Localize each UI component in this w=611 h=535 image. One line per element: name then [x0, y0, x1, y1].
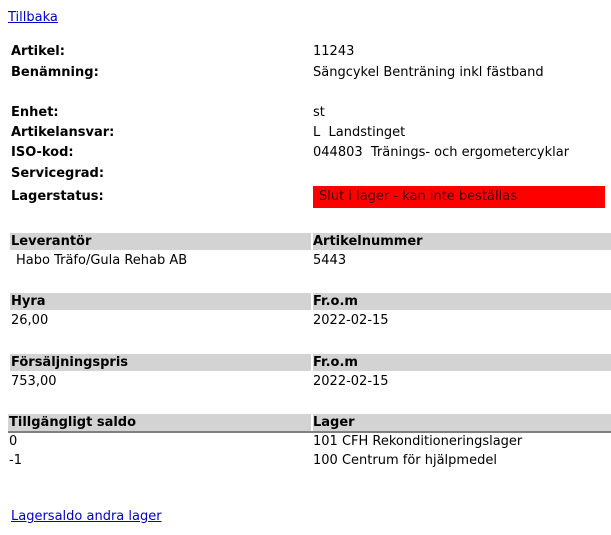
- sale-price-header: [10, 354, 611, 371]
- rent-from-column-header: Fr.o.m: [313, 294, 358, 309]
- stock-warehouse-row-1: 101 CFH Rekonditioneringslager: [313, 434, 523, 449]
- supplier-article-number: 5443: [313, 253, 347, 268]
- unit-label: Enhet:: [11, 105, 59, 120]
- stock-status-label: Lagerstatus:: [11, 189, 104, 204]
- stock-status-badge: Slut i lager - kan inte beställas: [313, 186, 605, 208]
- iso-code-label: ISO-kod:: [11, 145, 74, 160]
- back-link[interactable]: Tillbaka: [8, 10, 58, 25]
- service-level-label: Servicegrad:: [11, 166, 105, 181]
- iso-code-value: 044803 Tränings- och ergometercyklar: [313, 145, 570, 160]
- rent-header: [10, 293, 611, 310]
- sale-price-column-header: Försäljningspris: [11, 355, 129, 370]
- responsibility-value: L Landstinget: [313, 125, 406, 140]
- warehouse-column-header: Lager: [313, 415, 355, 430]
- supplier-header: [10, 233, 611, 250]
- unit-value: st: [313, 105, 325, 120]
- article-number-column-header: Artikelnummer: [313, 234, 423, 249]
- name-value: Sängcykel Benträning inkl fästband: [313, 65, 544, 80]
- stock-balance-row-2: -1: [9, 453, 22, 468]
- stock-header: [8, 414, 611, 433]
- stock-warehouse-row-2: 100 Centrum för hjälpmedel: [313, 453, 497, 468]
- available-balance-column-header: Tillgängligt saldo: [9, 415, 137, 430]
- name-label: Benämning:: [11, 65, 99, 80]
- sale-from-date: 2022-02-15: [313, 374, 389, 389]
- article-label: Artikel:: [11, 44, 65, 59]
- rent-column-header: Hyra: [11, 294, 46, 309]
- supplier-name: Habo Träfo/Gula Rehab AB: [16, 253, 188, 268]
- responsibility-label: Artikelansvar:: [11, 125, 115, 140]
- rent-from-date: 2022-02-15: [313, 313, 389, 328]
- supplier-column-header: Leverantör: [11, 234, 92, 249]
- article-value: 11243: [313, 44, 355, 59]
- other-warehouses-link[interactable]: Lagersaldo andra lager: [11, 509, 162, 524]
- stock-balance-row-1: 0: [9, 434, 18, 449]
- rent-value: 26,00: [11, 313, 49, 328]
- sale-price-value: 753,00: [11, 374, 57, 389]
- sale-from-column-header: Fr.o.m: [313, 355, 358, 370]
